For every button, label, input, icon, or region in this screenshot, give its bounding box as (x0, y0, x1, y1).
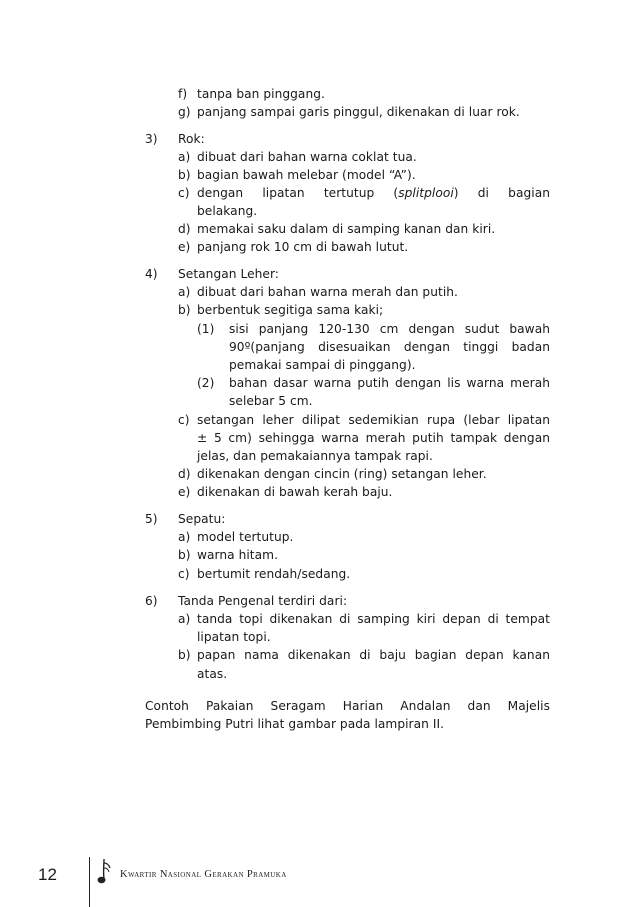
list-marker: c) (178, 413, 190, 427)
list-marker: c) (178, 567, 190, 581)
list-marker: c) (178, 186, 190, 200)
list-item-text: tanda topi dikenakan di samping kiri depan di tempat (197, 612, 550, 626)
list-marker: a) (178, 150, 191, 164)
footer-divider (89, 857, 90, 907)
list-marker: g) (178, 105, 191, 119)
list-marker: a) (178, 285, 191, 299)
sublist-item-text: sisi panjang 120-130 cm dengan sudut bawah (229, 322, 550, 336)
list-item-text: warna hitam. (197, 548, 279, 562)
list-item-text (197, 185, 550, 201)
section-number: 3) (145, 132, 158, 146)
list-marker: a) (178, 612, 191, 626)
list-item-text: bagian bawah melebar (model “A”). (197, 168, 416, 182)
list-item-text: ± 5 cm) sehingga warna merah putih tampak dengan (197, 431, 550, 445)
closing-paragraph-line: Contoh Pakaian Seragam Harian Andalan dan Majelis (145, 699, 550, 713)
section-number: 4) (145, 267, 158, 281)
text-segment: ) di bagian (453, 186, 550, 200)
sublist-item-text: pemakai sampai di pinggang). (229, 358, 416, 372)
section-heading: Tanda Pengenal terdiri dari: (178, 594, 348, 608)
publisher-name: Kwartir Nasional Gerakan Pramuka (120, 869, 287, 880)
list-item-text: lipatan topi. (197, 630, 271, 644)
list-item-text: panjang rok 10 cm di bawah lutut. (197, 240, 409, 254)
list-marker: d) (178, 222, 191, 236)
list-marker: e) (178, 240, 191, 254)
list-item-text: model tertutup. (197, 530, 294, 544)
list-item-text: belakang. (197, 204, 258, 218)
section-number: 5) (145, 512, 158, 526)
closing-paragraph-line: Pembimbing Putri lihat gambar pada lampiran II. (145, 717, 445, 731)
list-item-text: berbentuk segitiga sama kaki; (197, 303, 384, 317)
section-heading: Sepatu: (178, 512, 226, 526)
scout-tunas-kelapa-icon (95, 857, 113, 887)
list-marker: b) (178, 303, 191, 317)
list-marker: f) (178, 87, 188, 101)
sublist-item-text: 90º(panjang disesuaikan dengan tinggi badan (229, 340, 550, 354)
list-item-text: atas. (197, 667, 228, 681)
list-item-text: setangan leher dilipat sedemikian rupa (lebar lipatan (197, 413, 550, 427)
list-item-text: memakai saku dalam di samping kanan dan kiri. (197, 222, 496, 236)
list-item-text: dibuat dari bahan warna coklat tua. (197, 150, 417, 164)
list-item-text: jelas, dan pemakaiannya tampak rapi. (197, 449, 433, 463)
list-marker: a) (178, 530, 191, 544)
list-marker: b) (178, 548, 191, 562)
list-item-text: panjang sampai garis pinggul, dikenakan di luar rok. (197, 105, 520, 119)
sublist-item-text: selebar 5 cm. (229, 394, 313, 408)
list-item-text: dikenakan di bawah kerah baju. (197, 485, 393, 499)
list-marker: b) (178, 648, 191, 662)
list-item-text: papan nama dikenakan di baju bagian depan kanan (197, 648, 550, 662)
sublist-marker: (1) (197, 322, 215, 336)
list-item-text: tanpa ban pinggang. (197, 87, 325, 101)
section-number: 6) (145, 594, 158, 608)
text-segment: dengan lipatan tertutup ( (197, 186, 399, 200)
list-marker: b) (178, 168, 191, 182)
section-heading: Setangan Leher: (178, 267, 279, 281)
list-marker: d) (178, 467, 191, 481)
list-marker: e) (178, 485, 191, 499)
list-item-text: dibuat dari bahan warna merah dan putih. (197, 285, 458, 299)
sublist-item-text: bahan dasar warna putih dengan lis warna merah (229, 376, 550, 390)
italic-term: splitplooi (398, 186, 454, 200)
list-item-text: bertumit rendah/sedang. (197, 567, 351, 581)
sublist-marker: (2) (197, 376, 215, 390)
page-number: 12 (38, 865, 57, 884)
section-heading: Rok: (178, 132, 205, 146)
list-item-text: dikenakan dengan cincin (ring) setangan leher. (197, 467, 487, 481)
